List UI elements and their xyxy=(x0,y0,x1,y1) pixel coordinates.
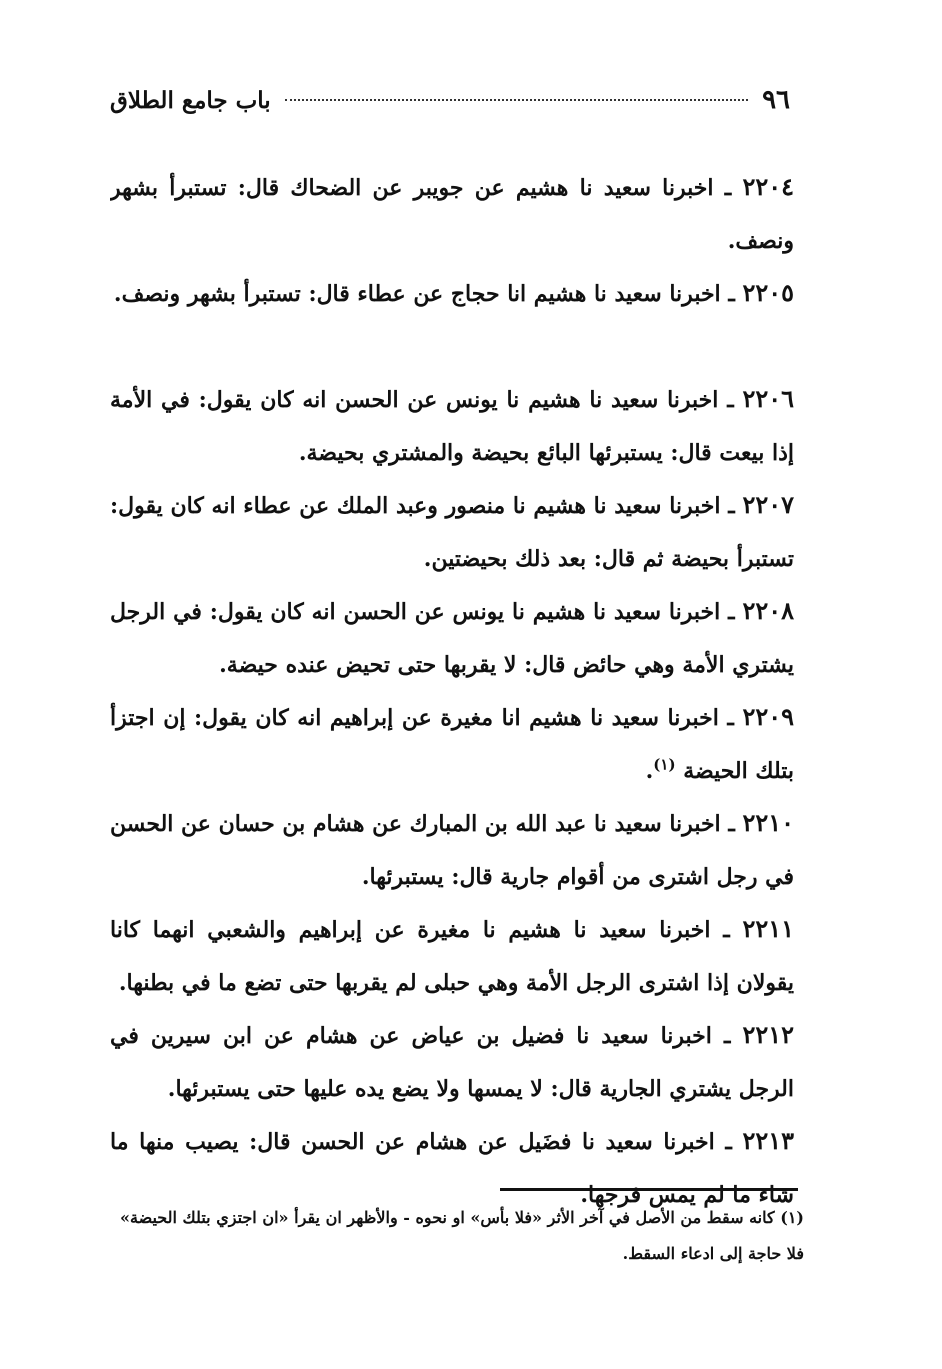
hadith-entry: ٢٢٠٤ ـ اخبرنا سعيد نا هشيم عن جويبر عن الضحاك قال: تستبرأ بشهر ونصف. xyxy=(110,172,794,254)
footnote-marker: (١) xyxy=(653,755,676,774)
entry-number: ٢٢١١ xyxy=(742,914,794,943)
entry-number: ٢٢٠٨ xyxy=(742,596,794,625)
entry-text: اخبرنا سعيد نا فضَيل عن هشام عن الحسن قال: يصيب منها ما شاء ما لم يمس فرجها. xyxy=(110,1129,794,1208)
hadith-entry: ٢٢٠٨ ـ اخبرنا سعيد نا هشيم نا يونس عن الحسن انه كان يقول: في الرجل يشتري الأمة وهي حائض قال: لا يقربها حتى تحيض عنده حيضة. xyxy=(110,596,794,678)
hadith-entry: ٢٢١٢ ـ اخبرنا سعيد نا فضيل بن عياض عن هشام عن ابن سيرين في الرجل يشتري الجارية قال: لا يمسها ولا يضع يده عليها حتى يستبرئها. xyxy=(110,1020,794,1102)
hadith-entry: ٢٢١٣ ـ اخبرنا سعيد نا فضَيل عن هشام عن الحسن قال: يصيب منها ما شاء ما لم يمس فرجها. xyxy=(110,1126,794,1208)
entry-number: ٢٢٠٤ xyxy=(742,172,794,201)
hadith-entry: ٢٢٠٩ ـ اخبرنا سعيد نا هشيم انا مغيرة عن إبراهيم انه كان يقول: إن اجتزأ بتلك الحيضة $^{(١)}$. xyxy=(110,702,794,784)
entry-number: ٢٢٠٦ xyxy=(742,384,794,413)
footnote-text: كانه سقط من الأصل في آخر الأثر «فلا بأس» او نحوه - والأظهر ان يقرأ «ان اجتزي بتلك الحيضة» فلا حاجة إلى ادعاء السقط. xyxy=(120,1208,804,1263)
header-dotted-leader xyxy=(285,99,748,101)
hadith-entry: ٢٢٠٥ ـ اخبرنا سعيد نا هشيم انا حجاج عن عطاء قال: تستبرأ بشهر ونصف. xyxy=(113,278,794,307)
entry-text: اخبرنا سعيد نا عبد الله بن المبارك عن هشام بن حسان عن الحسن في رجل اشترى من أقوام جارية قال: يستبرئها. xyxy=(110,811,794,890)
entry-text: اخبرنا سعيد نا هشيم عن جويبر عن الضحاك قال: تستبرأ بشهر ونصف. xyxy=(110,175,794,254)
page-number: ٩٦ xyxy=(762,85,790,115)
page-header xyxy=(110,80,790,120)
entry-text: اخبرنا سعيد نا فضيل بن عياض عن هشام عن ابن سيرين في الرجل يشتري الجارية قال: لا يمسها ولا يضع يده عليها حتى يستبرئها. xyxy=(110,1023,794,1102)
entry-text: اخبرنا سعيد نا هشيم نا يونس عن الحسن انه كان يقول: في الأمة إذا بيعت قال: يستبرئها البائع بحيضة والمشتري بحيضة. xyxy=(110,387,794,466)
running-title: باب جامع الطلاق xyxy=(110,86,271,114)
entry-text: اخبرنا سعيد نا هشيم انا حجاج عن عطاء قال: تستبرأ بشهر ونصف. xyxy=(113,281,721,307)
page-body xyxy=(110,160,794,1220)
entry-number: ٢٢٠٧ xyxy=(742,490,794,519)
entry-text: اخبرنا سعيد نا هشيم نا مغيرة عن إبراهيم والشعبي انهما كانا يقولان إذا اشترى الرجل الأمة وهي حبلى لم يقربها حتى تضع ما في بطنها. xyxy=(110,917,794,996)
entry-number: ٢٢٠٩ xyxy=(742,702,794,731)
hadith-entry: ٢٢٠٦ ـ اخبرنا سعيد نا هشيم نا يونس عن الحسن انه كان يقول: في الأمة إذا بيعت قال: يستبرئها البائع بحيضة والمشتري بحيضة. xyxy=(110,384,794,466)
entry-text: اخبرنا سعيد نا هشيم نا يونس عن الحسن انه كان يقول: في الرجل يشتري الأمة وهي حائض قال: لا يقربها حتى تحيض عنده حيضة. xyxy=(110,599,794,678)
entry-number: ٢٢١٠ xyxy=(742,808,794,837)
footnote xyxy=(120,1200,804,1272)
entry-text-tail: . xyxy=(645,758,654,784)
hadith-entry: ٢٢١٠ ـ اخبرنا سعيد نا عبد الله بن المبارك عن هشام بن حسان عن الحسن في رجل اشترى من أقوام جارية قال: يستبرئها. xyxy=(110,808,794,890)
entry-number: ٢٢٠٥ xyxy=(742,278,794,307)
entry-text: اخبرنا سعيد نا هشيم نا منصور وعبد الملك عن عطاء انه كان يقول: تستبرأ بحيضة ثم قال: بعد ذلك بحيضتين. xyxy=(110,493,794,572)
footnote-number: (١) xyxy=(780,1208,804,1227)
entry-text: اخبرنا سعيد نا هشيم انا مغيرة عن إبراهيم انه كان يقول: إن اجتزأ بتلك الحيضة xyxy=(110,705,794,784)
hadith-entry: ٢٢٠٧ ـ اخبرنا سعيد نا هشيم نا منصور وعبد الملك عن عطاء انه كان يقول: تستبرأ بحيضة ثم قال: بعد ذلك بحيضتين. xyxy=(110,490,794,572)
entry-number: ٢٢١٣ xyxy=(742,1126,794,1155)
hadith-entry: ٢٢١١ ـ اخبرنا سعيد نا هشيم نا مغيرة عن إبراهيم والشعبي انهما كانا يقولان إذا اشترى الرجل الأمة وهي حبلى لم يقربها حتى تضع ما في بطنها. xyxy=(110,914,794,996)
entry-number: ٢٢١٢ xyxy=(742,1020,794,1049)
footnote-separator xyxy=(500,1188,798,1191)
